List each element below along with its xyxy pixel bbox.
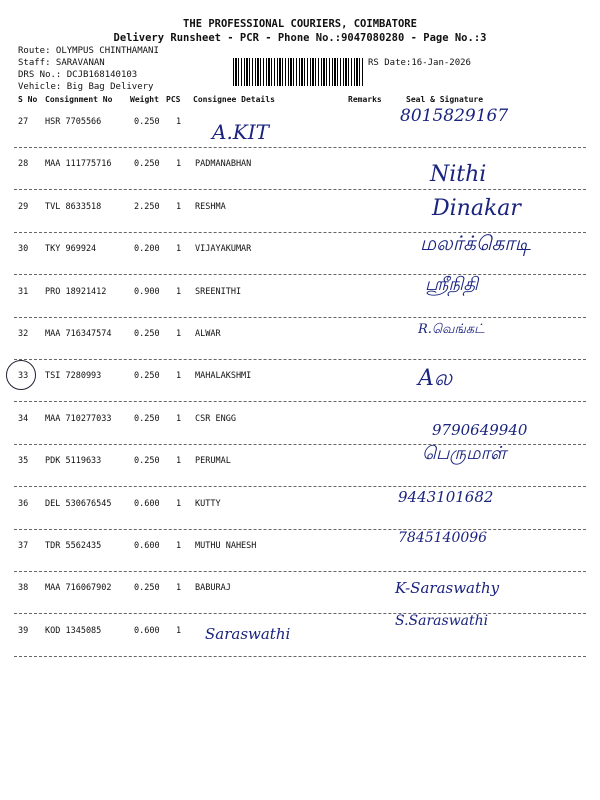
- consignment-number: MAA 716067902: [45, 583, 112, 594]
- pcs-value: 1: [176, 541, 182, 551]
- consignment-number: TSI 7280993: [45, 371, 102, 382]
- weight-value: 2.250: [134, 201, 160, 212]
- weight-value: 0.250: [134, 456, 160, 467]
- pcs-value: 1: [176, 456, 182, 467]
- pcs-value: 1: [176, 413, 182, 424]
- weight-value: 0.250: [134, 329, 160, 339]
- pcs-value: 1: [176, 498, 182, 509]
- consignee-name: KUTTY: [195, 498, 221, 509]
- runsheet-subtitle: Delivery Runsheet - PCR - Phone No.:9047080280 - Page No.:3: [113, 32, 487, 44]
- company-title: THE PROFESSIONAL COURIERS, COIMBATORE: [183, 18, 417, 30]
- consignee-name: MAHALAKSHMI: [195, 371, 252, 382]
- pcs-value: 1: [176, 201, 182, 212]
- row-sno: 29: [18, 201, 29, 212]
- pcs-value: 1: [176, 583, 182, 594]
- recipient-signature: பெருமாள்: [422, 443, 507, 465]
- pcs-value: 1: [176, 371, 182, 382]
- table-row: [0, 530, 600, 572]
- weight-value: 0.250: [134, 159, 160, 170]
- recipient-signature: 9790649940: [432, 420, 528, 439]
- recipient-signature: 8015829167: [400, 106, 509, 126]
- drs-number: DRS No.: DCJB168140103: [18, 70, 138, 80]
- consignment-number: TDR 5562435: [45, 541, 102, 551]
- table-row: [0, 360, 600, 402]
- table-row: [0, 572, 600, 614]
- consignee-name: PERUMAL: [195, 456, 231, 467]
- consignment-number: MAA 111775716: [45, 159, 112, 170]
- col-consignment: Consignment No: [45, 95, 113, 104]
- recipient-signature: ஸ்ரீநிதி: [425, 273, 479, 295]
- handwritten-name: A.KIT: [212, 120, 269, 144]
- pcs-value: 1: [176, 159, 182, 170]
- recipient-signature: மலர்க்கொடி: [420, 231, 531, 256]
- col-remarks: Remarks: [348, 95, 382, 104]
- weight-value: 0.250: [134, 117, 160, 127]
- row-separator: [14, 656, 586, 657]
- row-sno: 39: [18, 625, 29, 636]
- consignment-number: DEL 530676545: [45, 498, 112, 509]
- consignee-name: ALWAR: [195, 329, 221, 339]
- table-row: [0, 488, 600, 530]
- pcs-value: 1: [176, 244, 182, 255]
- consignee-name: RESHMA: [195, 201, 226, 212]
- consignment-number: PDK 5119633: [45, 456, 102, 467]
- weight-value: 0.250: [134, 371, 160, 382]
- consignee-name: VIJAYAKUMAR: [195, 244, 252, 255]
- recipient-signature: R.வெங்கட்: [418, 322, 485, 337]
- consignment-number: PRO 18921412: [45, 286, 107, 297]
- table-row: [0, 233, 600, 275]
- circled-number-mark: [6, 360, 36, 390]
- table-row: [0, 403, 600, 445]
- recipient-signature: K-Saraswathy: [395, 579, 500, 598]
- row-sno: 31: [18, 286, 29, 297]
- col-consignee: Consignee Details: [193, 95, 275, 104]
- recipient-signature: Dinakar: [432, 195, 521, 221]
- table-row: [0, 148, 600, 190]
- consignment-number: KOD 1345085: [45, 625, 102, 636]
- row-sno: 33: [18, 371, 29, 382]
- weight-value: 0.900: [134, 286, 160, 297]
- col-weight: Weight: [130, 95, 159, 104]
- pcs-value: 1: [176, 117, 182, 127]
- table-row: [0, 191, 600, 233]
- consignment-number: TKY 969924: [45, 244, 97, 255]
- table-row: [0, 106, 600, 148]
- recipient-signature: Aல: [418, 366, 453, 392]
- weight-value: 0.200: [134, 244, 160, 255]
- weight-value: 0.600: [134, 498, 160, 509]
- consignee-name: PADMANABHAN: [195, 159, 252, 170]
- consignment-number: MAA 710277033: [45, 413, 112, 424]
- consignee-name: SREENITHI: [195, 286, 242, 297]
- table-row: [0, 318, 600, 360]
- recipient-signature: Nithi: [430, 162, 487, 188]
- route-label: Route: OLYMPUS CHINTHAMANI: [18, 46, 159, 56]
- row-sno: 34: [18, 413, 29, 424]
- vehicle-label: Vehicle: Big Bag Delivery: [18, 82, 154, 92]
- pcs-value: 1: [176, 286, 182, 297]
- row-sno: 27: [18, 117, 29, 127]
- recipient-signature: 9443101682: [398, 487, 494, 506]
- row-sno: 35: [18, 456, 29, 467]
- consignment-number: MAA 716347574: [45, 329, 112, 339]
- pcs-value: 1: [176, 625, 182, 636]
- weight-value: 0.600: [134, 625, 160, 636]
- row-sno: 36: [18, 498, 29, 509]
- col-seal-signature: Seal & Signature: [406, 95, 484, 104]
- col-sno: S No: [18, 95, 38, 104]
- rs-date: RS Date:16-Jan-2026: [368, 58, 471, 68]
- consignment-number: HSR 7705566: [45, 117, 102, 127]
- table-row: [0, 273, 600, 318]
- row-sno: 28: [18, 159, 29, 170]
- consignee-name: CSR ENGG: [195, 413, 236, 424]
- consignee-name: MUTHU NAHESH: [195, 541, 257, 551]
- consignee-name: BABURAJ: [195, 583, 231, 594]
- weight-value: 0.250: [134, 413, 160, 424]
- table-row: [0, 445, 600, 487]
- barcode: [233, 58, 363, 86]
- staff-label: Staff: SARAVANAN: [18, 58, 105, 68]
- pcs-value: 1: [176, 329, 182, 339]
- consignment-number: TVL 8633518: [45, 201, 102, 212]
- weight-value: 0.250: [134, 583, 160, 594]
- row-sno: 38: [18, 583, 29, 594]
- row-sno: 37: [18, 541, 29, 551]
- row-sno: 30: [18, 244, 29, 255]
- weight-value: 0.600: [134, 541, 160, 551]
- recipient-signature: 7845140096: [398, 530, 488, 546]
- recipient-signature: S.Saraswathi: [395, 612, 489, 629]
- handwritten-name: Saraswathi: [205, 624, 291, 643]
- col-pcs: PCS: [166, 95, 181, 104]
- table-row: [0, 612, 600, 657]
- row-sno: 32: [18, 329, 29, 339]
